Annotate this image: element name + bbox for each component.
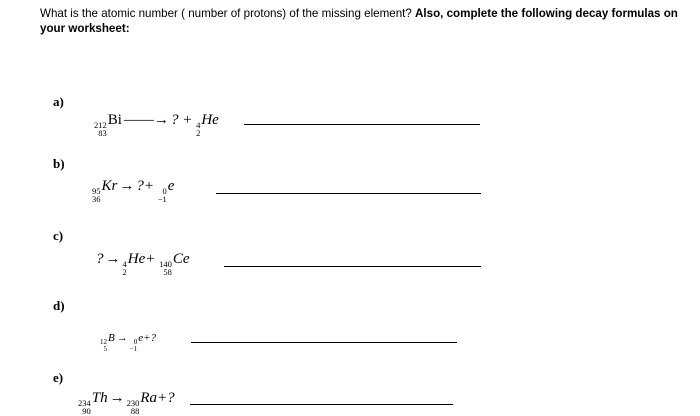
answer-line-e[interactable]: [190, 404, 453, 405]
question-text: [40, 6, 696, 36]
problem-c-equation: ? → 4 2 He+ 140 58 Ce: [96, 251, 190, 277]
problem-e-label: e): [53, 370, 64, 385]
kr-isotope: 95 36 Kr: [92, 178, 118, 204]
problem-c-label: c): [53, 228, 64, 243]
problem-e-equation: 234 90 Th → 230 88 Ra+?: [78, 390, 175, 416]
bi-isotope: 212 83 Bi: [94, 112, 122, 138]
arrow: →: [116, 332, 128, 344]
arrow: ——→: [123, 112, 169, 128]
problem-a-equation: 212 83 Bi ——→ ? + 4 2 He: [94, 112, 219, 138]
problem-b-equation: 95 36 Kr → ?+ 0 −1 e: [92, 178, 175, 204]
arrow: →: [105, 251, 121, 267]
arrow: →: [109, 390, 125, 406]
b-isotope: 12 5 B: [100, 332, 115, 353]
answer-line-d[interactable]: [191, 342, 457, 343]
electron: 0 −1 e: [129, 332, 144, 353]
ra-isotope: 230 88 Ra: [126, 390, 158, 416]
answer-line-c[interactable]: [224, 266, 481, 267]
th-isotope: 234 90 Th: [78, 390, 108, 416]
problem-d-equation: 12 5 B → 0 −1 e+?: [100, 328, 156, 352]
problem-a-label: a): [53, 94, 64, 109]
he-isotope: 4 2 He: [196, 112, 219, 138]
problem-b-label: b): [53, 156, 65, 171]
ce-isotope: 140 58 Ce: [159, 251, 190, 277]
question-bold: Also, complete the following decay formulas on your worksheet:: [40, 7, 678, 35]
answer-line-a[interactable]: [244, 124, 480, 125]
arrow: →: [119, 178, 135, 194]
problem-d-label: d): [53, 298, 65, 313]
he-isotope: 4 2 He: [122, 251, 146, 277]
electron: 0 −1 e: [157, 178, 175, 204]
answer-line-b[interactable]: [216, 193, 481, 194]
question-plain: What is the atomic number ( number of protons) of the missing element?: [40, 7, 412, 20]
